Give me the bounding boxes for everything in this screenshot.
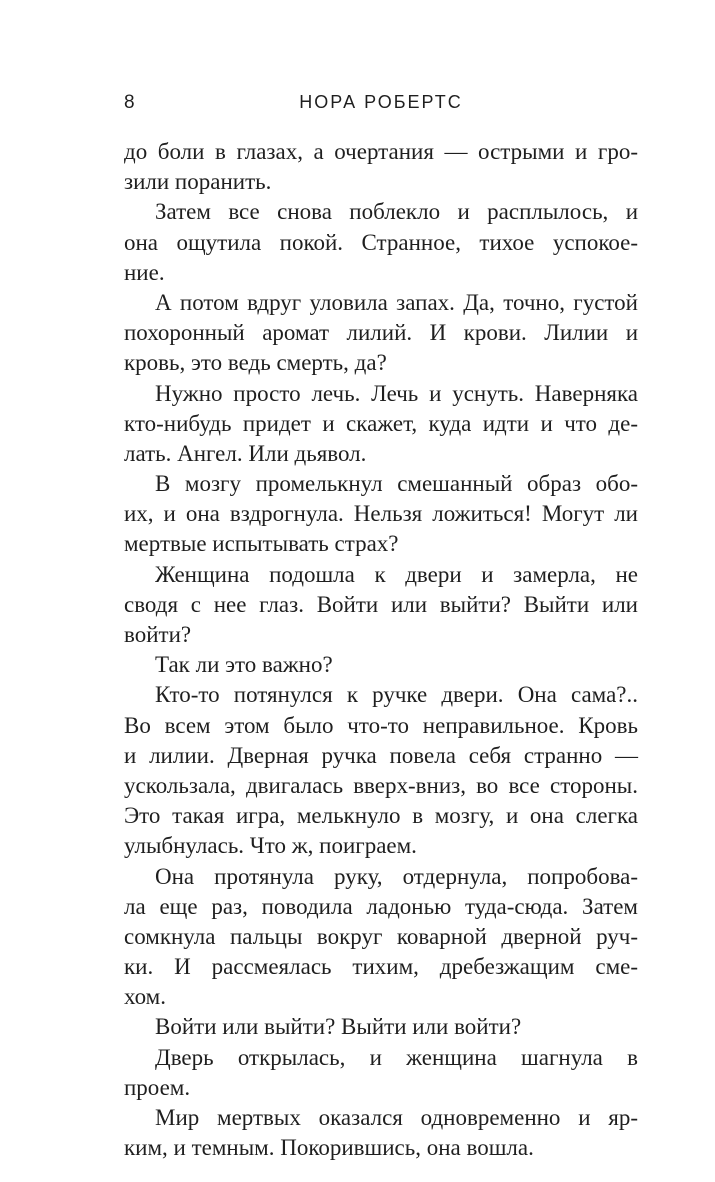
text-line: ки. И рассмеялась тихим, дребезжащим сме- — [124, 954, 638, 980]
text-line: лать. Ангел. Или дьявол. — [124, 440, 367, 466]
text-line: она ощутила покой. Странное, тихое успокое- — [124, 229, 638, 255]
text-line: похоронный аромат лилий. И крови. Лилии и — [124, 320, 638, 346]
text-line: Войти или выйти? Выйти или войти? — [155, 1014, 522, 1040]
text-line: ние. — [124, 259, 165, 285]
text-line: зили поранить. — [124, 169, 272, 195]
text-line: улыбнулась. Что ж, поиграем. — [124, 833, 417, 859]
text-line: мертвые испытывать страх? — [124, 531, 399, 557]
text-line: ла еще раз, поводила ладонью туда-сюда. Затем — [124, 893, 638, 919]
text-line: Во всем этом было что-то неправильное. Кровь — [124, 712, 638, 738]
text-line: сводя с нее глаз. Войти или выйти? Выйти или — [124, 591, 638, 617]
text-line: до боли в глазах, а очертания — острыми и гро- — [124, 139, 638, 164]
text-line: и лилии. Дверная ручка повела себя странно — — [124, 742, 638, 768]
text-line: сомкнула пальцы вокруг коварной дверной руч- — [124, 923, 638, 949]
text-line: Затем все снова поблекло и расплылось, и — [155, 199, 638, 225]
text-line: В мозгу промелькнул смешанный образ обо- — [155, 471, 638, 497]
text-line: кто-нибудь придет и скажет, куда идти и что де- — [124, 410, 638, 436]
text-line: Дверь открылась, и женщина шагнула в — [155, 1044, 638, 1070]
text-line: Она протянула руку, отдернула, попробова- — [155, 863, 638, 889]
text-line: хом. — [124, 984, 166, 1010]
text-line: ким, и темным. Покорившись, она вошла. — [124, 1135, 534, 1161]
text-line: Мир мертвых оказался одновременно и яр- — [155, 1105, 638, 1130]
text-line: А потом вдруг уловила запах. Да, точно, густой — [155, 289, 638, 315]
text-line: Нужно просто лечь. Лечь и уснуть. Наверняка — [155, 380, 638, 406]
text-line: кровь, это ведь смерть, да? — [124, 350, 387, 376]
text-line: Кто-то потянулся к ручке двери. Она сама?.. — [155, 682, 638, 708]
text-line: ускользала, двигалась вверх-вниз, во все стороны. — [124, 772, 638, 798]
author-name: НОРА РОБЕРТС — [299, 92, 463, 112]
text-line: проем. — [124, 1074, 191, 1100]
text-line: их, и она вздрогнула. Нельзя ложиться! Могут ли — [124, 501, 638, 527]
text-line: Это такая игра, мелькнуло в мозгу, и она слегка — [124, 803, 638, 829]
text-line: войти? — [124, 622, 192, 647]
running-head — [124, 92, 638, 122]
body-text — [124, 137, 638, 1163]
text-line: Женщина подошла к двери и замерла, не — [155, 561, 638, 587]
text-line: Так ли это важно? — [155, 652, 333, 678]
page-number: 8 — [124, 92, 136, 113]
